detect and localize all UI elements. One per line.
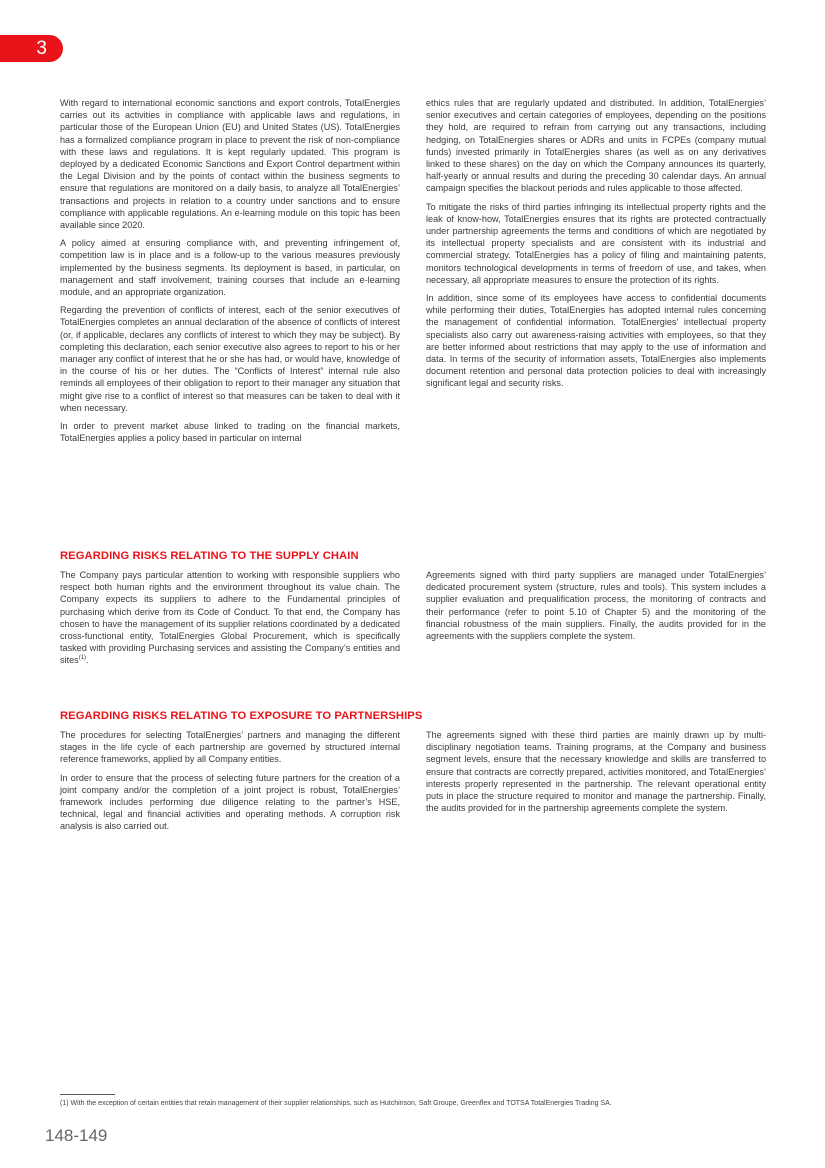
paragraph: To mitigate the risks of third parties infringing its intellectual property rights and the leak of know-how, TotalEnergies ensures that its rights are protected contractually under partnership agreements the terms and conditions of which are negotiated by its intellectual property specialists and are consistent with its industrial and commercial strategy. TotalEnergies has a policy of filing and maintaining patents, monitors technological developments in terms of freedom of use, and takes, when necessary, all appropriate measures to ensure the protection of its rights. [426,201,766,285]
paragraph: A policy aimed at ensuring compliance with, and preventing infringement of, competition law is in place and is a follow-up to the various measures previously implemented by the business segments. Its deployment is based, in particular, on management and staff involvement, training courses that include an e-learning module, and an appropriate organization. [60,238,400,298]
footnote-divider [60,1094,115,1095]
section3-left-column [60,729,400,839]
section2-left-column [60,569,400,673]
section1-left-column [60,97,400,450]
footnote: (1) With the exception of certain entities that retain management of their supplier relationships, such as Hutchinson, Saft Groupe, Greenflex and TOTSA TotalEnergies Trading SA. [60,1100,612,1107]
paragraph: With regard to international economic sanctions and export controls, TotalEnergies carries out its activities in compliance with applicable laws and regulations, in particular those of the European Union (EU) and United States (US). TotalEnergies has a formalized compliance program in place to prevent the risk of non-compliance with these laws and regulations. It is kept regularly updated. This program is deployed by a dedicated Economic Sanctions and Export Control department within the Legal Division and by the points of contact within the business segments to ensure that regulations are monitored on a daily basis, to analyze all TotalEnergies’ transactions and projects in relation to a country under sanctions and to ensure compliance with applicable regulations. An e-learning module on this topic has been available since 2020. [60,98,400,231]
chapter-tab [0,35,63,62]
paragraph-end: . [86,655,89,666]
footnote-reference: (1) [78,655,87,662]
section3-right-column [426,729,766,820]
section-heading-supply-chain: REGARDING RISKS RELATING TO THE SUPPLY CHAIN [60,550,359,562]
paragraph: Regarding the prevention of conflicts of interest, each of the senior executives of TotalEnergies completes an annual declaration of the absence of conflicts of interest (or, if applicable, declares any conflicts of interest to which they may be subject). By completing this declaration, each senior executive also agrees to report to his or her manager any conflict of interest that he or she has had, or would have, knowledge of in the course of his or her duties. The “Conflicts of Interest” internal rule also reminds all employees of their obligation to report to their manager any situation that might give rise to a conflict of interest so that measures can be taken to deal with it when necessary. [60,305,400,413]
paragraph: The agreements signed with these third parties are mainly drawn up by multi-disciplinary negotiation teams. Training programs, at the Company and business segment levels, ensure that the necessary knowledge and skills are transferred to ensure that contracts are correctly prepared, activities monitored, and TotalEnergies’ interests properly represented in the partnership. The relevant operational entity puts in place the structure required to monitor and manage the partnership. Finally, the audits provided for in the partnership agreements complete the system. [426,730,766,814]
paragraph: In addition, since some of its employees have access to confidential documents while performing their duties, TotalEnergies has adopted internal rules concerning the management of confidential information. TotalEnergies’ intellectual property specialists also carry out awareness-raising activities with employees, so that they are better informed about restrictions that may apply to the use of information and data. In terms of the security of information assets, TotalEnergies also implements document retention and personal data protection policies to deal with increasingly significant legal and security risks. [426,293,766,389]
paragraph [60,569,400,667]
chapter-number: 3 [36,38,47,59]
page-number: 148-149 [45,1126,108,1145]
paragraph: Agreements signed with third party suppliers are managed under TotalEnergies’ dedicated procurement system (structure, rules and tools). This system includes a supplier evaluation and prequalification process, the monitoring of contracts and their performance (refer to point 5.10 of Chapter 5) and the monitoring of the financial robustness of the main suppliers. Finally, the audits provided for in the agreements with the suppliers complete the system. [426,570,766,642]
section1-right-column [426,97,766,396]
paragraph: The procedures for selecting TotalEnergies’ partners and managing the different stages in the life cycle of each partnership are governed by structured internal reference frameworks, applied by all Company entities. [60,730,400,765]
paragraph: In order to ensure that the process of selecting future partners for the creation of a joint company and/or the completion of a joint project is robust, TotalEnergies’ framework includes performing due diligence relating to the partner’s HSE, technical, legal and financial activities and operating methods. A corruption risk analysis is also carried out. [60,772,400,832]
section2-right-column [426,569,766,648]
section-heading-partnerships: REGARDING RISKS RELATING TO EXPOSURE TO PARTNERSHIPS [60,710,423,722]
paragraph: ethics rules that are regularly updated and distributed. In addition, TotalEnergies’ senior executives and certain categories of employees, depending on the positions they hold, are required to refrain from carrying out any transactions, including hedging, on TotalEnergies shares or ADRs and units in FCPEs (company mutual funds) invested primarily in TotalEnergies shares (as well as on any derivatives linked to these shares) on the day on which the Company announces its quarterly, half-yearly or annual results and during the preceding 30 calendar days. An annual campaign specifies the blackout periods and rules applicable to those affected. [426,98,766,194]
paragraph: In order to prevent market abuse linked to trading on the financial markets, TotalEnergies applies a policy based in particular on internal [60,421,400,444]
paragraph-text: The Company pays particular attention to working with responsible suppliers who respect both human rights and the environment throughout its value chain. The Company expects its suppliers to adhere to the Fundamental principles of purchasing which derive from its Code of Conduct. To that end, the Company has chosen to have the management of its supplier relations coordinated by a dedicated cross-functional entity, TotalEnergies Global Procurement, which is specifically tasked with providing Purchasing services and assisting the Company’s entities and sites [60,570,400,666]
